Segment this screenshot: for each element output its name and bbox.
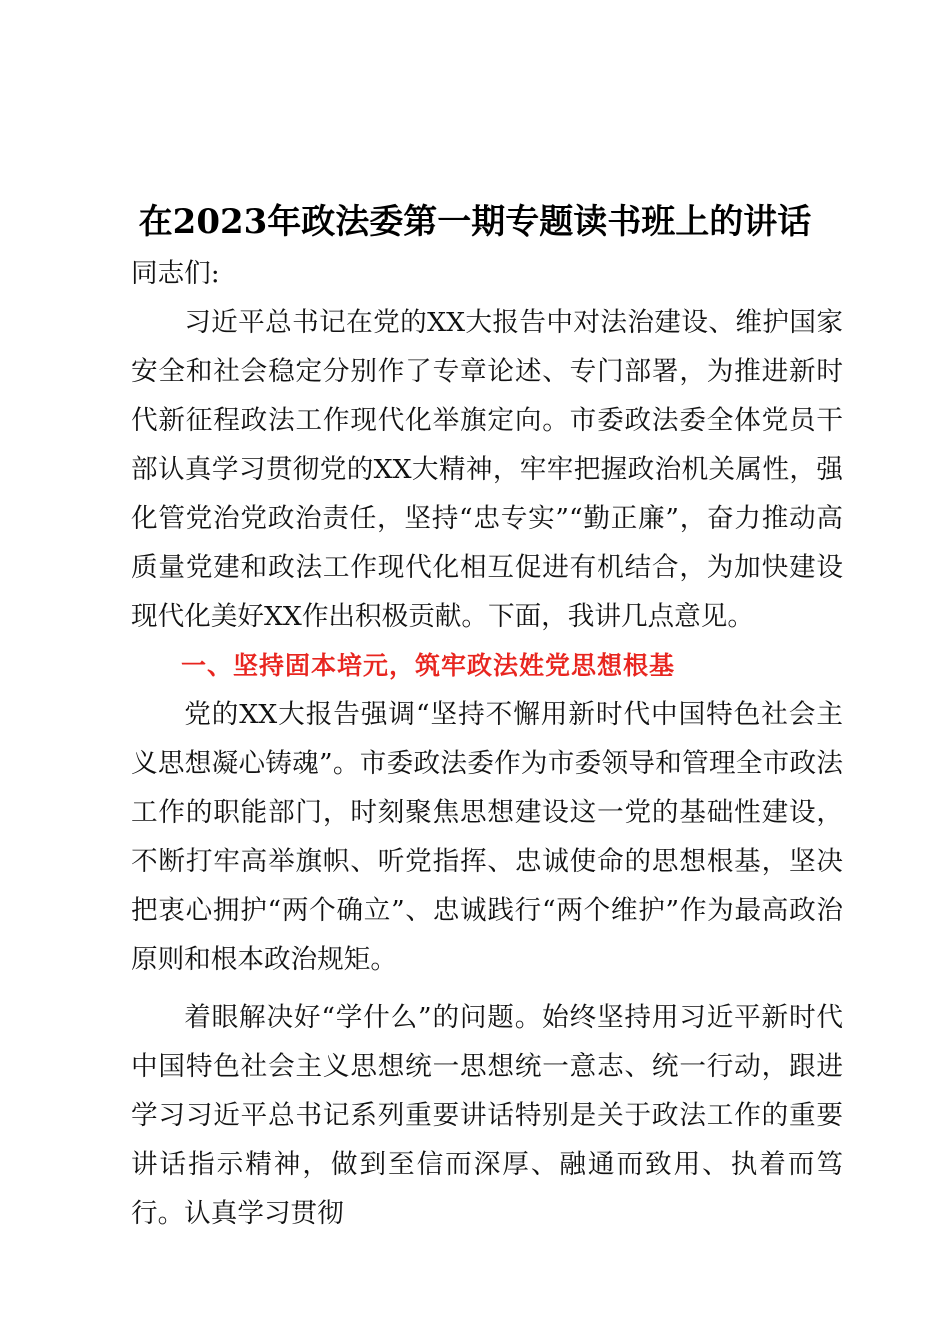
document-body	[131, 249, 843, 1238]
paragraph-intro: 习近平总书记在党的XX大报告中对法治建设、维护国家安全和社会稳定分别作了专章论述、专门部署，为推进新时代新征程政法工作现代化举旗定向。市委政法委全体党员干部认真学习贯彻党的XX大精神，牢牢把握政治机关属性，强化管党治党政治责任，坚持“忠专实”“勤正廉”，奋力推动高质量党建和政法工作现代化相互促进有机结合，为加快建设现代化美好XX作出积极贡献。下面，我讲几点意见。	[131, 307, 843, 632]
document-title: 在2023年政法委第一期专题读书班上的讲话	[138, 202, 812, 242]
section-heading-1: 一、坚持固本培元，筑牢政法姓党思想根基	[181, 651, 676, 680]
paragraph-study-focus: 着眼解决好“学什么”的问题。始终坚持用习近平新时代中国特色社会主义思想统一思想统一意志、统一行动，跟进学习习近平总书记系列重要讲话特别是关于政法工作的重要讲话指示精神，做到至信而深厚、融通而致用、执着而笃行。认真学习贯彻	[131, 1002, 843, 1229]
paragraph-section-1: 党的XX大报告强调“坚持不懈用新时代中国特色社会主义思想凝心铸魂”。市委政法委作为市委领导和管理全市政法工作的职能部门，时刻聚焦思想建设这一党的基础性建设，不断打牢高举旗帜、听党指挥、忠诚使命的思想根基，坚决把衷心拥护“两个确立”、忠诚践行“两个维护”作为最高政治原则和根本政治规矩。	[131, 699, 843, 975]
salutation: 同志们:	[131, 258, 220, 289]
